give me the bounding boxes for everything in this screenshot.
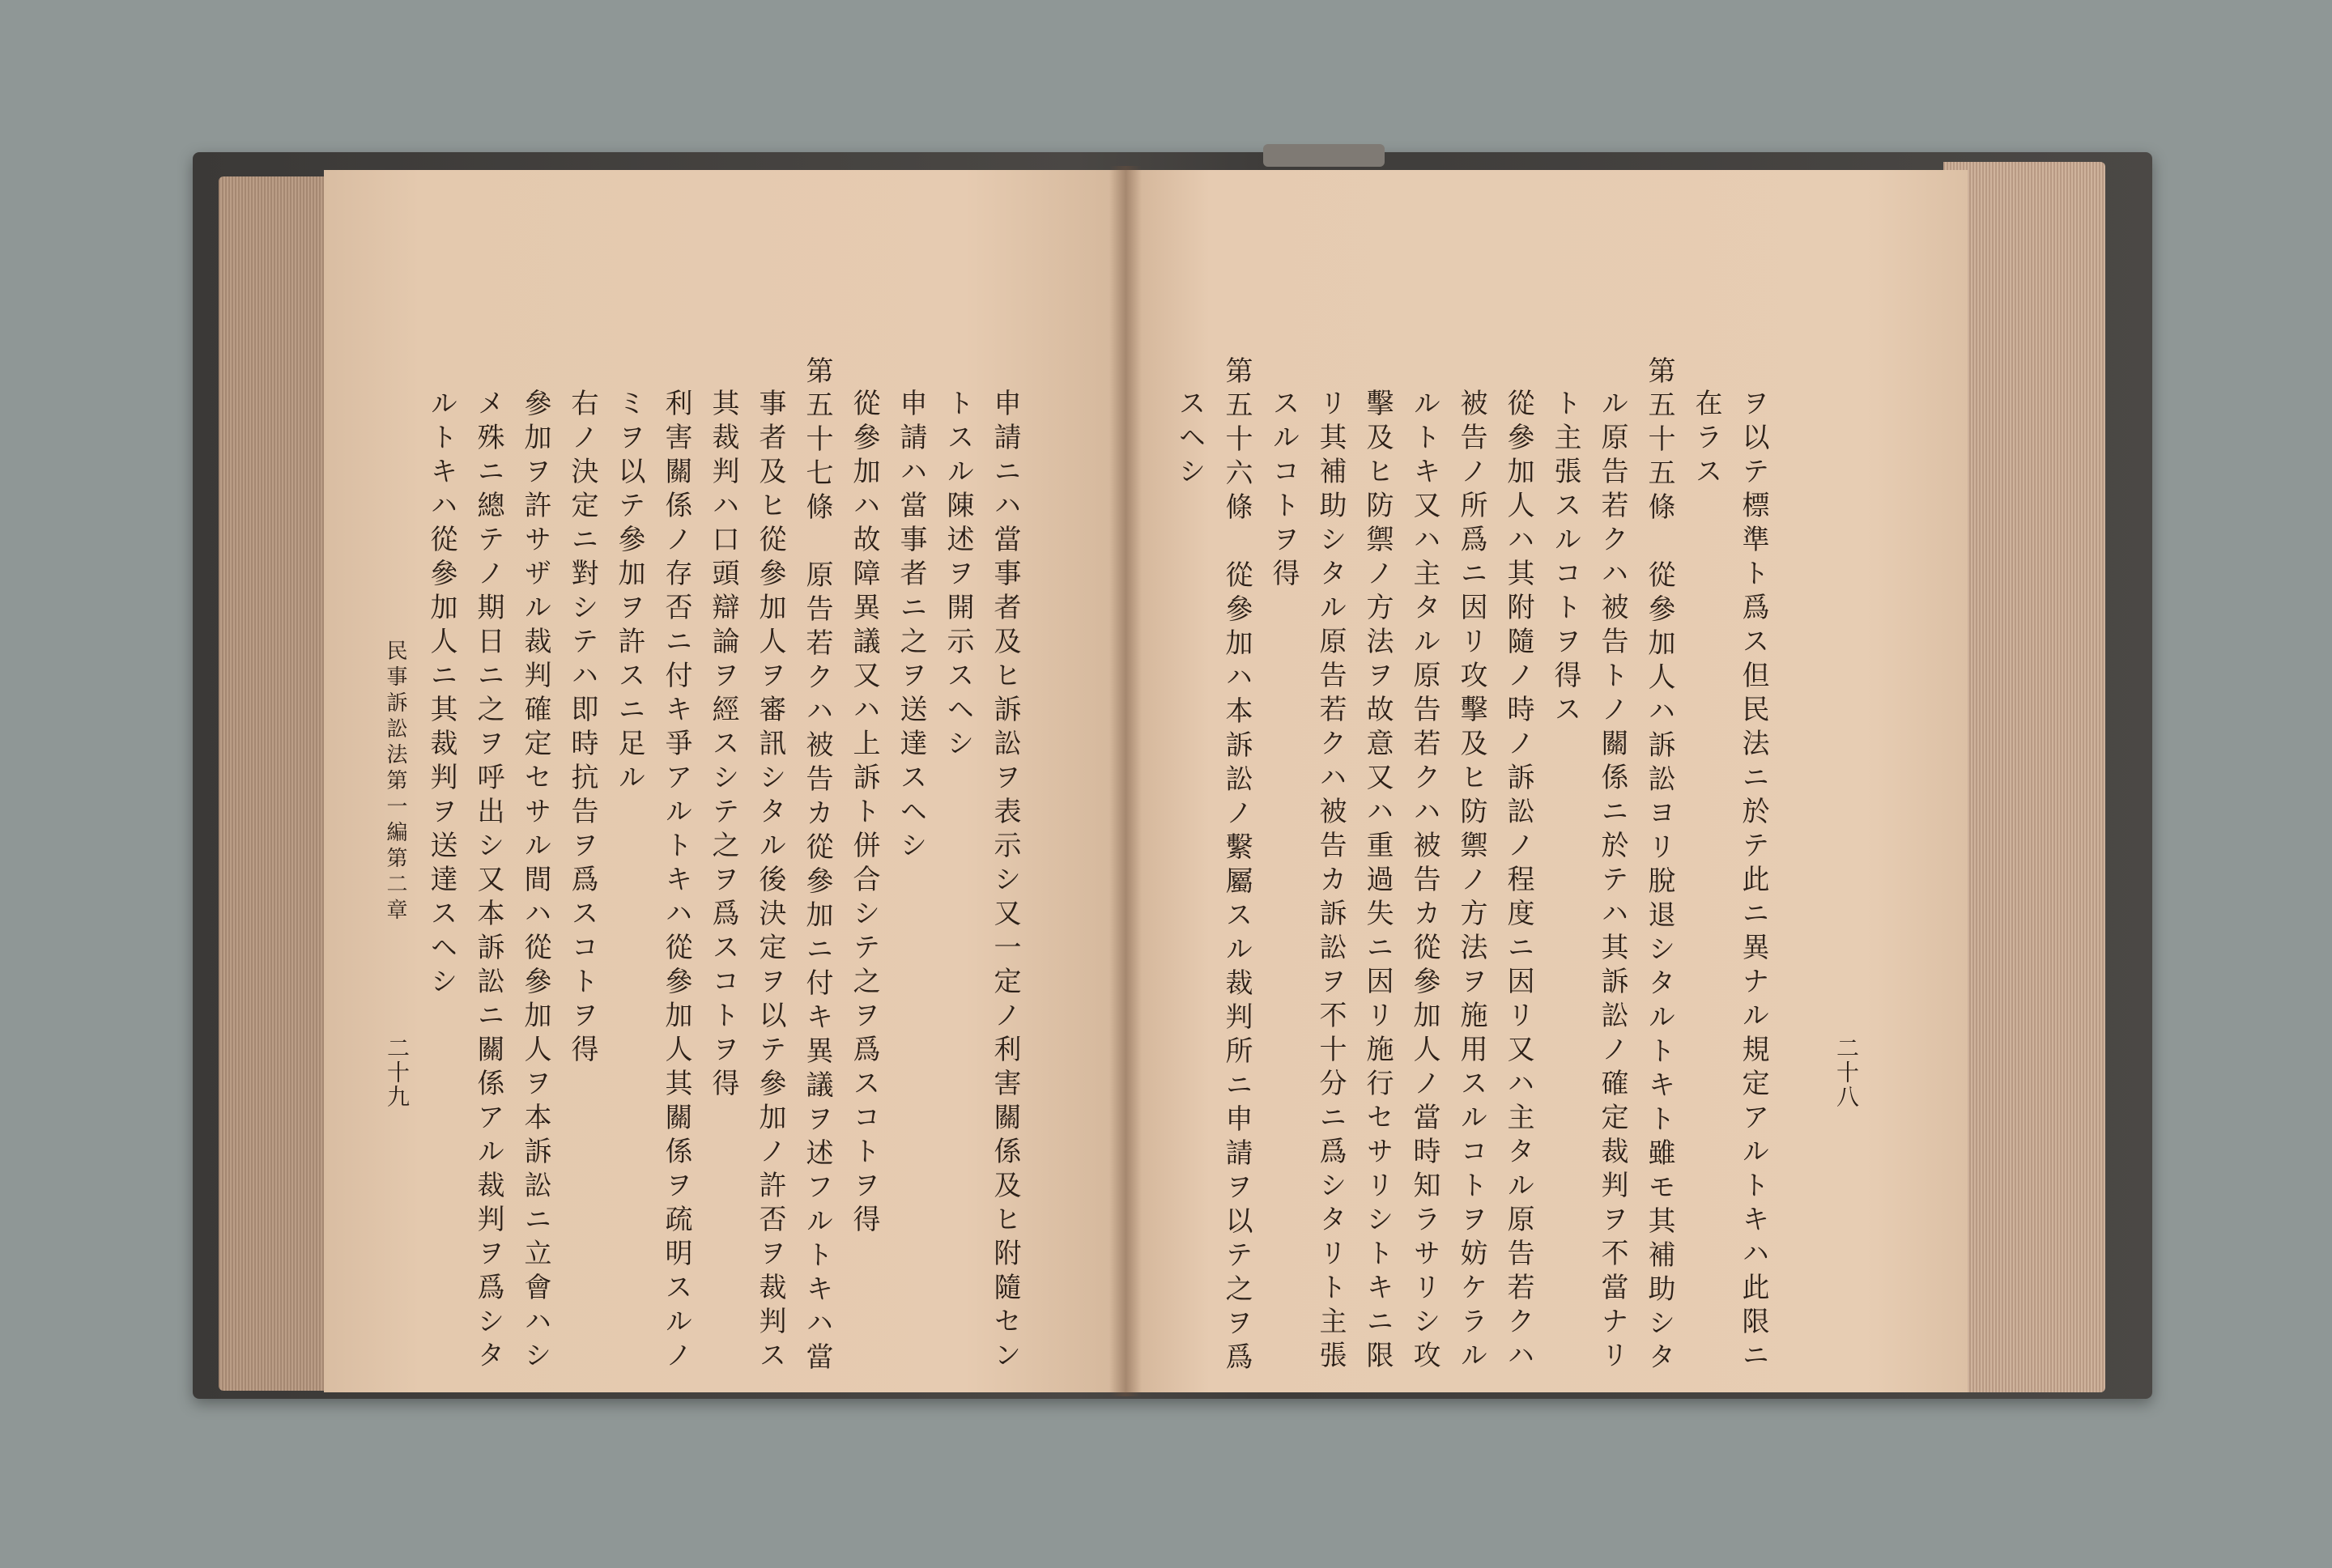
article-heading-55: 第五十五條 從參加人ハ訴訟ヨリ脫退シタルトキト雖モ其補助シタ — [1643, 356, 1675, 1376]
text-line: 申請ハ當事者ニ之ヲ送達スヘシ — [895, 389, 927, 865]
right-page — [1126, 170, 1968, 1392]
article-heading-57: 第五十七條 原告若クハ被告カ從參加ニ付キ異議ヲ述フルトキハ當 — [801, 356, 833, 1376]
text-line: ミヲ以テ參加ヲ許スニ足ル — [613, 389, 645, 797]
text-line: ト主張スルコトヲ得ス — [1549, 389, 1581, 729]
text-line: ヲ以テ標準ト爲ス但民法ニ於テ此ニ異ナル規定アルトキハ此限ニ — [1737, 389, 1769, 1375]
text-line: 參加ヲ許サザル裁判確定セサル間ハ從參加人ヲ本訴訟ニ立會ハシ — [519, 389, 551, 1375]
text-line: 在ラス — [1690, 389, 1722, 491]
right-page-number: 二十八 — [1833, 1036, 1860, 1109]
text-line: 利害關係ノ存否ニ付キ爭アルトキハ從參加人其關係ヲ疏明スルノ — [660, 389, 692, 1375]
text-line: リ其補助シタル原告若クハ被告カ訴訟ヲ不十分ニ爲シタリト主張 — [1314, 389, 1347, 1375]
text-line: ルトキハ從參加人ニ其裁判ヲ送達スヘシ — [425, 389, 457, 1001]
spine-tab — [1263, 144, 1385, 167]
text-line: 從參加ハ故障異議又ハ上訴ト併合シテ之ヲ爲スコトヲ得 — [848, 389, 880, 1239]
text-line: スルコトヲ得 — [1267, 389, 1300, 593]
text-line: ル原告若クハ被告トノ關係ニ於テハ其訴訟ノ確定裁判ヲ不當ナリ — [1596, 389, 1628, 1375]
running-head: 民事訴訟法第一編第二章 — [383, 640, 407, 924]
text-line: 被告ノ所爲ニ因リ攻擊及ヒ防禦ノ方法ヲ施用スルコトヲ妨ケラル — [1455, 389, 1487, 1375]
text-line: トスル陳述ヲ開示スヘシ — [942, 389, 974, 763]
article-heading-56: 第五十六條 從參加ハ本訴訟ノ繫屬スル裁判所ニ申請ヲ以テ之ヲ爲 — [1220, 356, 1253, 1376]
text-line: 擊及ヒ防禦ノ方法ヲ故意又ハ重過失ニ因リ施行セサリシトキニ限 — [1361, 389, 1394, 1375]
text-line: 右ノ決定ニ對シテハ即時抗告ヲ爲スコトヲ得 — [566, 389, 598, 1069]
text-line: 申請ニハ當事者及ヒ訴訟ヲ表示シ又一定ノ利害關係及ヒ附隨セン — [989, 389, 1021, 1375]
left-page — [324, 170, 1126, 1392]
text-line: 從參加人ハ其附隨ノ時ノ訴訟ノ程度ニ因リ又ハ主タル原告若クハ — [1502, 389, 1534, 1375]
text-line: 其裁判ハ口頭辯論ヲ經スシテ之ヲ爲スコトヲ得 — [707, 389, 739, 1103]
text-line: 事者及ヒ從參加人ヲ審訊シタル後決定ヲ以テ參加ノ許否ヲ裁判ス — [754, 389, 786, 1375]
right-page-edges — [1943, 162, 2105, 1392]
book-gutter — [1109, 166, 1142, 1396]
text-line: メ殊ニ總テノ期日ニ之ヲ呼出シ又本訴訟ニ關係アル裁判ヲ爲シタ — [472, 389, 504, 1375]
left-page-edges — [219, 176, 332, 1391]
text-line: スヘシ — [1173, 389, 1206, 491]
left-page-number: 二十九 — [384, 1036, 411, 1109]
text-line: ルトキ又ハ主タル原告若クハ被告カ從參加人ノ當時知ラサリシ攻 — [1408, 389, 1440, 1375]
